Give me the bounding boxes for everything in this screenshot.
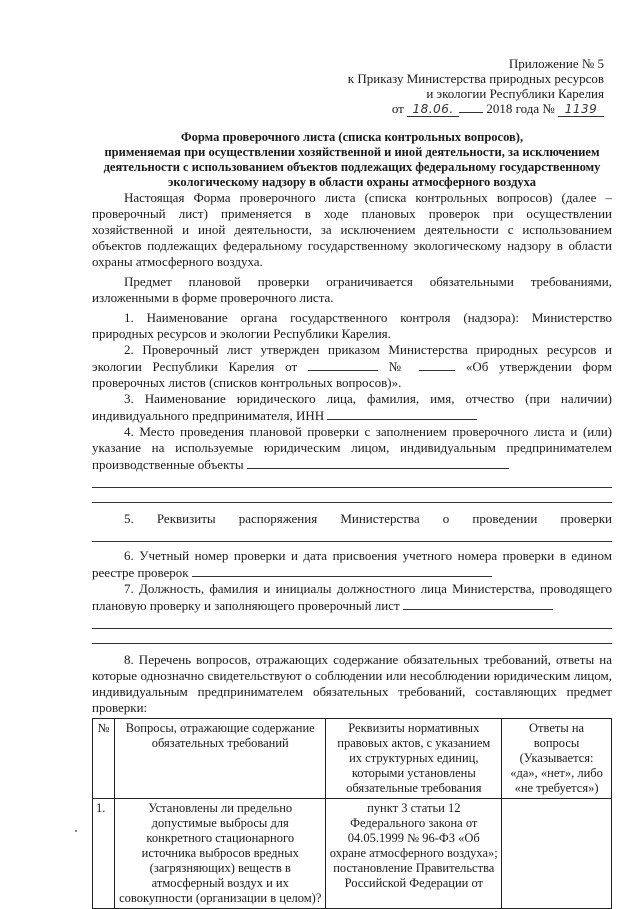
item-4-blank xyxy=(247,456,509,469)
handwritten-order-number: 1139 xyxy=(558,103,604,117)
date-blank xyxy=(459,112,483,113)
item-6-blank xyxy=(192,564,492,577)
item-5-word: распоряжения xyxy=(238,511,318,526)
form-title-line2: применяемая при осуществлении хозяйственной и иной деятельности, за исключением деятельности с использованием объектов подлежащих федеральному государственному экологическому надзору в области охраны атмосферного воздуха xyxy=(103,145,601,189)
row-answer-cell[interactable] xyxy=(502,799,612,909)
appendix-order-line: к Приказу Министерства природных ресурсов xyxy=(347,71,604,86)
item-4-rule-1 xyxy=(92,475,612,488)
item-5-word: проведении xyxy=(472,511,538,526)
item-5-word: Министерства xyxy=(340,511,420,526)
row-number: 1. xyxy=(93,799,115,909)
item-5-word: проверки xyxy=(560,511,612,526)
intro-paragraph: Настоящая Форма проверочного листа (списка контрольных вопросов) (далее – проверочный лист) применяется в ходе плановых проверок при осуществлении хозяйственной и иной деятельности, за исключением деятельности с использованием объектов подлежащих федеральному государственному экологическому надзору в области охраны атмосферного воздуха. xyxy=(92,190,612,269)
header-references: Реквизиты нормативных правовых актов, с указанием их структурных единиц, которыми установлены обязательные требования xyxy=(326,719,502,799)
item-7-rule-1 xyxy=(92,616,612,629)
document-page xyxy=(92,56,612,909)
row-reference: пункт 3 статьи 12 Федерального закона от 04.05.1999 № 96-ФЗ «Об охране атмосферного воздуха»; постановление Правительства Российской Федерации от xyxy=(326,799,502,909)
item-7-blank xyxy=(403,597,553,610)
item-7-text: 7. Должность, фамилия и инициалы должностного лица Министерства, проводящего плановую проверку и заполняющего проверочный лист xyxy=(92,581,612,613)
form-title-line1: Форма проверочного листа (списка контрольных вопросов), xyxy=(180,130,524,144)
item-5-word: о xyxy=(442,511,450,526)
item-5-word: Реквизиты xyxy=(156,511,216,526)
item-2-number-blank xyxy=(419,358,455,371)
appendix-header xyxy=(92,56,604,116)
handwritten-date: 18.06. xyxy=(407,103,459,117)
item-2 xyxy=(92,342,612,391)
item-2-date-blank xyxy=(308,358,378,371)
table-row xyxy=(93,799,612,909)
item-4-rule-2 xyxy=(92,490,612,503)
item-3 xyxy=(92,391,612,424)
form-title xyxy=(92,130,612,190)
item-7 xyxy=(92,581,612,614)
appendix-number: Приложение № 5 xyxy=(508,56,604,71)
item-5 xyxy=(92,511,612,527)
appendix-date-line xyxy=(92,101,604,116)
checklist-table xyxy=(92,718,612,909)
row-question: Установлены ли предельно допустимые выбросы для конкретного стационарного источника выбросов вредных (загрязняющих) веществ в атмосферный воздух и их совокупности (организации в целом)? xyxy=(114,799,326,909)
scan-speck xyxy=(75,830,77,832)
item-3-blank xyxy=(327,407,477,420)
appendix-year-label: 2018 года № xyxy=(486,101,555,116)
header-answers: Ответы на вопросы (Указывается: «да», «нет», либо «не требуется») xyxy=(502,719,612,799)
item-7-rule-2 xyxy=(92,631,612,644)
subject-paragraph: Предмет плановой проверки ограничивается обязательными требованиями, изложенными в форме проверочного листа. xyxy=(92,274,612,305)
appendix-ministry-line: и экологии Республики Карелия xyxy=(426,86,604,101)
item-5-rule xyxy=(92,529,612,542)
item-1: 1. Наименование органа государственного контроля (надзора): Министерство природных ресурсов и экологии Республики Карелия. xyxy=(92,310,612,341)
item-3-text: 3. Наименование юридического лица, фамилия, имя, отчество (при наличии) индивидуального предпринимателя, ИНН xyxy=(92,391,612,423)
table-header-row xyxy=(93,719,612,799)
item-2-text-c: «Об утверждении форм проверочных листов (списков контрольных вопросов)». xyxy=(92,359,613,390)
item-8: 8. Перечень вопросов, отражающих содержание обязательных требований, ответы на которые однозначно свидетельствуют о соблюдении или несоблюдении юридическим лицом, индивидуальным предпринимателем обязательных требований, составляющих предмет проверки: xyxy=(92,652,612,715)
item-5-word: 5. xyxy=(124,511,134,526)
header-number: № xyxy=(93,719,115,799)
item-6 xyxy=(92,548,612,581)
item-4 xyxy=(92,424,612,473)
header-questions: Вопросы, отражающие содержание обязательных требований xyxy=(114,719,326,799)
item-2-text-a: 2. Проверочный лист утвержден приказом Министерства природных ресурсов и экологии Республики Карелия от xyxy=(92,342,612,374)
item-6-text: 6. Учетный номер проверки и дата присвоения учетного номера проверки в едином реестре проверок xyxy=(92,548,612,580)
item-4-text: 4. Место проведения плановой проверки с заполнением проверочного листа и (или) указание на используемые юридическим лицом, индивидуальным предпринимателем производственные объекты xyxy=(92,424,612,472)
appendix-from-label: от xyxy=(391,101,404,116)
item-2-number-label: № xyxy=(388,359,409,374)
